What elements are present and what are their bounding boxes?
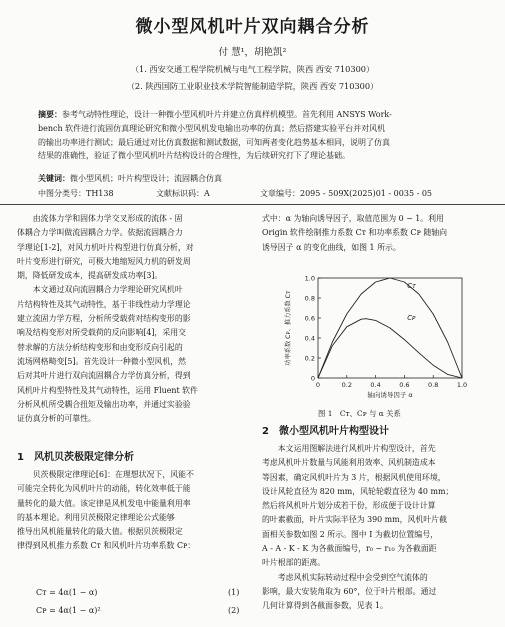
body-line: 量转化的最大值。该定律是风机发电中能量利用率	[17, 498, 191, 508]
body-line: 叶片变形进行研究，可极大地缩短风力机的研发周	[17, 256, 191, 266]
equation-1-number: (1)	[228, 588, 240, 597]
body-line: 几何计算得到各截面参数，见表 1。	[262, 601, 388, 611]
body-line: 学理论[1-2]，对风力机叶片构型进行仿真分析，对	[17, 242, 194, 252]
body-line: 面相关参数如图 2 所示。图中 I 为截切位置编号，	[262, 529, 438, 539]
body-line: 等因素，确定风机叶片为 3 片，根据风机使用环境，	[262, 472, 446, 482]
y-tick-label: 1.0	[304, 274, 315, 283]
body-line: 诱导因子 α 的变化曲线，如图 1 所示。	[262, 242, 401, 252]
class-number: 中图分类号：TH138	[38, 189, 114, 198]
body-line: 设计风轮直径为 820 mm，风轮轮毂直径为 40 mm；	[262, 486, 454, 496]
x-tick-label: 1.0	[456, 381, 468, 389]
affiliation-1: （1. 西安交通工程学院机械与电气工程学院，陕西 西安 710300）	[130, 64, 375, 74]
y-tick-label: 0.4	[304, 334, 315, 343]
body-line: 考虑风机叶片数量与风能利用效率、风机制造成本	[262, 458, 436, 468]
y-tick-label: 0.6	[304, 314, 315, 323]
body-line: 分析风机所受耦合扭矩及输出功率，并通过实验验	[17, 399, 191, 409]
body-line: 叶片根部的距离。	[262, 558, 326, 568]
section-1-body	[17, 468, 255, 554]
figure-1-caption: 图 1 Cᴛ、Cᴘ 与 α 关系	[318, 409, 401, 418]
equation-1: Cᴛ = 4α(1 − α)	[36, 588, 98, 597]
section-1-heading: 1 风机贝茨极限定律分析	[17, 452, 134, 463]
authors: 付 慧¹，胡艳凯²	[218, 47, 287, 58]
body-line: Origin 软件绘制推力系数 Cᴛ 和功率系数 Cᴘ 随轴向	[262, 228, 448, 238]
body-line: 由流体力学和固体力学交叉形成的流体 - 固	[17, 214, 183, 223]
series-label: Cᴛ	[407, 282, 416, 290]
abstract	[38, 108, 467, 163]
body-line: 后对其叶片进行双向流固耦合力学仿真分析，得到	[17, 371, 191, 381]
y-axis-label: 功率系数 Cᴘ、推力系数 Cᴛ	[285, 290, 292, 366]
x-tick-label: 0.2	[341, 381, 352, 389]
y-tick-label: 0	[310, 374, 315, 383]
paper-title: 微小型风机叶片双向耦合分析	[135, 17, 370, 37]
body-line: 证仿真分析的可靠性。	[17, 414, 96, 424]
abstract-label: 摘要：	[38, 110, 62, 119]
abstract-line: 参考气动特性理论，设计一种微小型风机叶片并建立仿真样机模型。首先利用 ANSYS Work-	[62, 110, 392, 119]
keywords-text: 微小型风机；叶片构型设计；流固耦合仿真	[70, 174, 222, 183]
section-2-heading: 2 微小型风机叶片构型设计	[262, 426, 389, 437]
abstract-line: bench 软件进行流固仿真理论研究和微小型风机发电输出功率的仿真；然后搭建实验平台并对风机	[38, 123, 386, 133]
x-tick-label: 0.4	[370, 381, 381, 389]
body-line: 可能完全转化为风机叶片的动能，转化效率低于能	[17, 484, 191, 494]
y-tick-label: 0.2	[304, 354, 315, 363]
body-line: 替求解的方法分析结构变形和由变形反向引起的	[17, 342, 183, 352]
figure-1-chart	[282, 270, 474, 404]
body-line: 影响，最大安装角取为 60°，位于叶片根部。通过	[262, 586, 437, 596]
body-line: 的叶素截面，叶片实际半径为 390 mm，风机叶片截	[262, 515, 447, 525]
right-column-top	[262, 212, 498, 255]
body-line: 式中：α 为轴向诱导因子，取值范围为 0 ~ 1。利用	[262, 214, 444, 223]
body-line: 体耦合力学叫做流固耦合力学。依据流固耦合力	[17, 228, 183, 238]
document-code: 文献标识码：A	[156, 189, 210, 198]
classification-line	[38, 188, 468, 200]
abstract-line: 结果的准确性，验证了微小型风机叶片结构设计的合理性，为后续研究打下了理论基础。	[38, 151, 350, 161]
body-line: 响及结构变形对所受载荷的反向影响[4]，采用交	[17, 328, 186, 338]
body-line: 考虑风机实际转动过程中会受到空气流体的	[262, 572, 428, 582]
x-tick-label: 0	[315, 381, 321, 389]
body-line: 建立流固力学方程，分析所受载荷对结构变形的影	[17, 314, 191, 324]
article-number: 文章编号：2095 - 509X(2025)01 - 0035 - 05	[260, 189, 433, 198]
equation-2: Cᴘ = 4α(1 − α)²	[36, 606, 101, 615]
keywords	[38, 173, 467, 184]
section-2-body	[262, 442, 498, 614]
body-line: 本文通过双向流固耦合力学理论研究风机叶	[17, 285, 183, 295]
x-tick-label: 0.6	[399, 381, 410, 389]
affiliation-2: （2. 陕西国防工业职业技术学院智能制造学院，陕西 西安 710300）	[126, 81, 379, 91]
y-tick-label: 0.8	[304, 294, 315, 303]
body-line: 律得到风机推力系数 Cᴛ 和风机叶片功率系数 Cᴘ：	[17, 541, 196, 551]
body-line: 推导出风机能量转化的最大值。根据贝茨极限定	[17, 527, 183, 537]
keywords-label: 关键词：	[38, 174, 70, 183]
body-line: 本文运用图解法进行风机叶片构型设计，首先	[262, 444, 436, 453]
body-line: 片结构特性及其气动特性，基于非线性动力学理论	[17, 299, 191, 309]
body-line: 期，降低研发成本，提高研发成功率[3]。	[17, 271, 163, 281]
body-line: 流场网格畸变[5]。首先设计一种微小型风机，然	[17, 356, 186, 366]
left-column	[17, 212, 255, 426]
x-axis-label: 轴向诱导因子 α	[367, 391, 413, 399]
body-line: 然后将风机叶片划分成若干份，形成便于设计计算	[262, 501, 436, 511]
x-tick-label: 0.8	[428, 381, 439, 389]
body-line: 的基本理论。利用贝茨极限定律理论公式能够	[17, 512, 175, 522]
series-label: Cᴘ	[407, 314, 416, 322]
divider	[0, 204, 505, 205]
body-line: 贝茨极限定律理论[6]：在理想状况下，风能不	[17, 470, 194, 479]
abstract-line: 的输出功率进行测试；最后通过对比仿真数据和测试数据，可知两者变化趋势基本相同，说明了仿真	[38, 137, 390, 147]
equation-2-number: (2)	[228, 606, 240, 615]
body-line: A - A - K - K 为各截面编号，r₀ ~ r₁₀ 为各截面距	[262, 544, 437, 554]
body-line: 风机叶片构型特性及其气动特性，运用 Fluent 软件	[17, 385, 198, 395]
